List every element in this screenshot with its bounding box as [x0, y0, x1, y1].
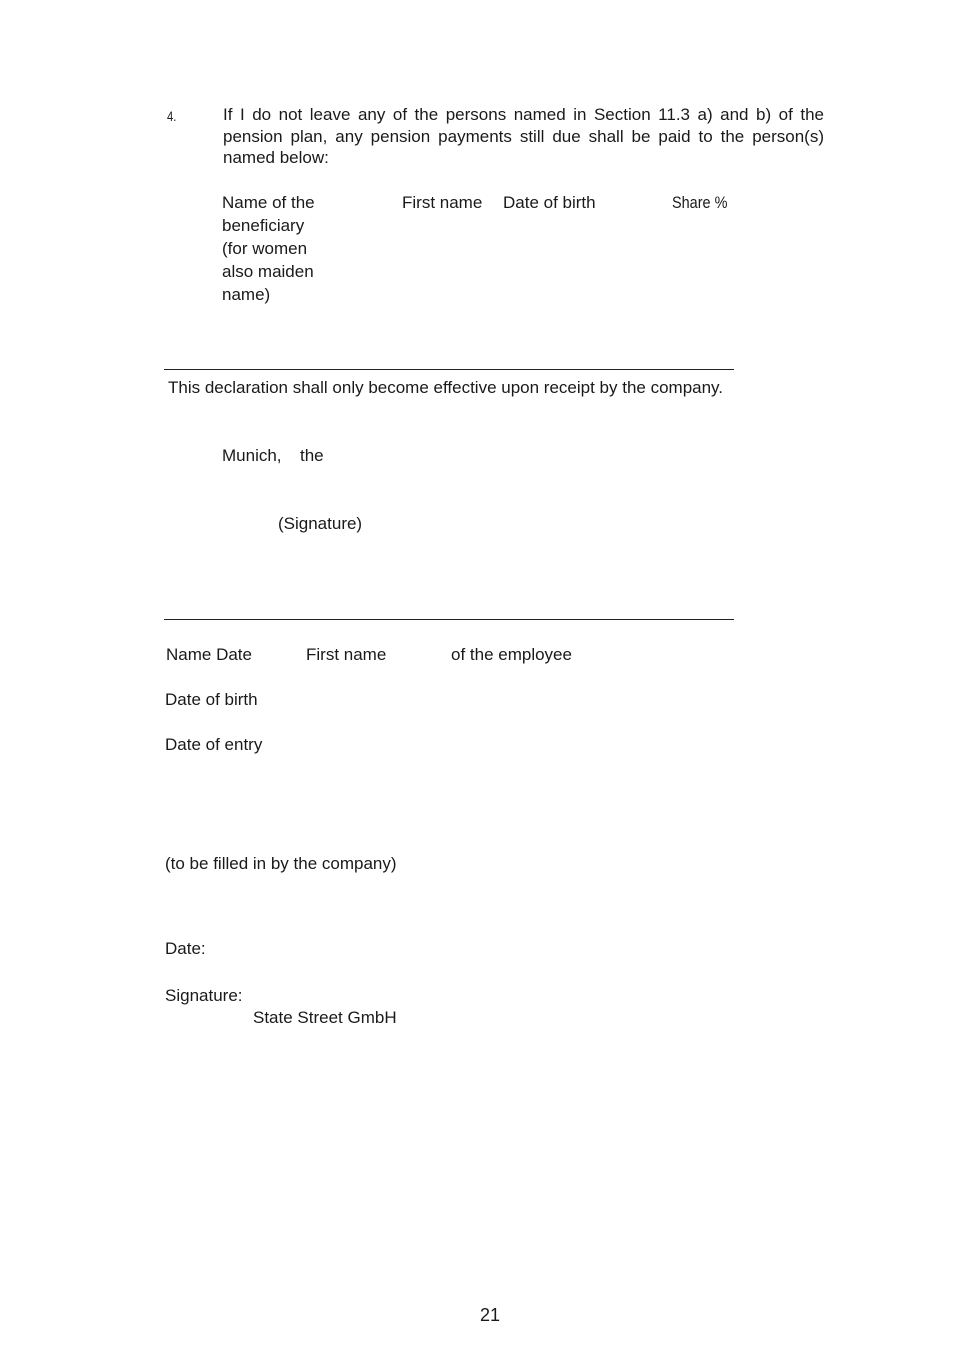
page-number: 21	[480, 1305, 501, 1325]
header-beneficiary-name: Name of the beneficiary (for women also maiden name)	[222, 193, 315, 304]
place-city: Munich,	[222, 446, 282, 465]
employee-date-of-birth-label: Date of birth	[165, 690, 258, 709]
employee-of-label: of the employee	[451, 645, 572, 664]
company-date-label: Date:	[165, 939, 206, 958]
employee-name-date-label: Name Date	[166, 645, 252, 664]
header-first-name: First name	[402, 193, 483, 212]
signature-line	[164, 619, 734, 620]
company-section-note: (to be filled in by the company)	[165, 854, 397, 873]
company-name: State Street GmbH	[253, 1008, 397, 1027]
section-number: 4.	[167, 108, 177, 124]
section-paragraph: If I do not leave any of the persons named in Section 11.3 a) and b) of the pension plan, any pension payments still due shall be paid to the person(s) named below:	[223, 105, 824, 167]
header-date-of-birth: Date of birth	[503, 193, 596, 212]
employee-first-name-label: First name	[306, 645, 387, 664]
company-signature-label: Signature:	[165, 986, 243, 1005]
divider-line	[164, 369, 734, 370]
signature-caption: (Signature)	[278, 514, 363, 533]
declaration-text: This declaration shall only become effective upon receipt by the company.	[168, 378, 724, 397]
header-share-percent: Share %	[672, 193, 728, 212]
place-date-prefix: the	[300, 446, 324, 465]
employee-date-of-entry-label: Date of entry	[165, 735, 263, 754]
